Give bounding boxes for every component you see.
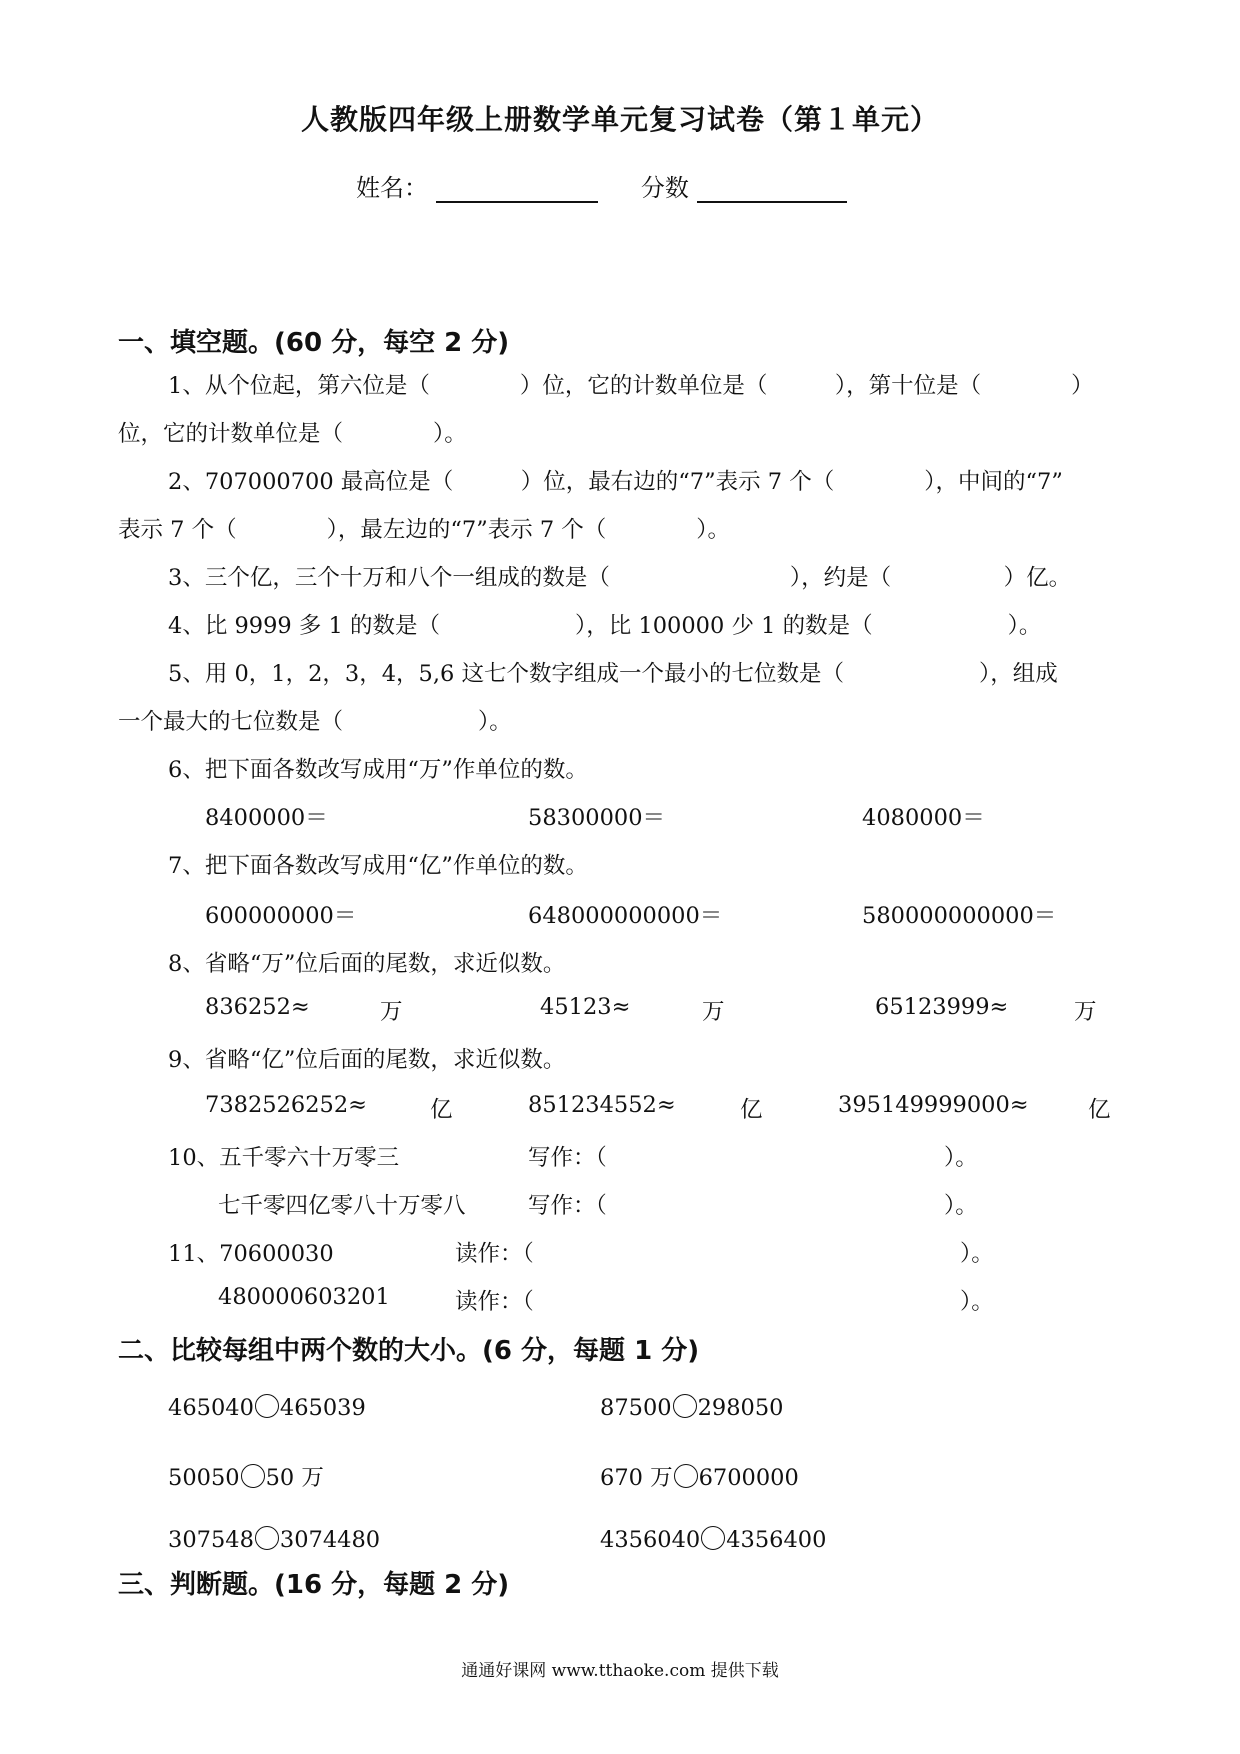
question-5-line-2: 一个最大的七位数是（ ）。 xyxy=(118,709,512,735)
question-7-item: 648000000000＝ xyxy=(528,903,723,929)
question-1-line-1: 1、从个位起，第六位是（ ）位，它的计数单位是（ ），第十位是（ ） xyxy=(168,373,1094,399)
question-9-item: 851234552≈ xyxy=(528,1092,676,1118)
compare-left: 4356040 xyxy=(600,1527,701,1553)
question-6-item: 4080000＝ xyxy=(862,805,985,831)
question-11b-close: ）。 xyxy=(960,1289,994,1315)
question-10a-number: 10、五千零六十万零三 xyxy=(168,1145,400,1171)
compare-left: 87500 xyxy=(600,1395,672,1421)
compare-pair xyxy=(168,1394,366,1421)
question-9-item: 7382526252≈ xyxy=(205,1092,368,1118)
compare-left: 465040 xyxy=(168,1395,254,1421)
question-5-line-1: 5、用 0，1，2，3，4，5,6 这七个数字组成一个最小的七位数是（ ），组成 xyxy=(168,661,1058,687)
question-6-item: 58300000＝ xyxy=(528,805,666,831)
compare-circle[interactable] xyxy=(673,1394,697,1418)
footer-note: 通通好课网 www.tthaoke.com 提供下载 xyxy=(461,1661,779,1681)
section-1-heading: 一、填空题。(60 分，每空 2 分) xyxy=(118,328,510,358)
compare-left: 307548 xyxy=(168,1527,254,1553)
question-10b-write-label: 写作：（ xyxy=(528,1193,607,1219)
section-3-heading: 三、判断题。(16 分，每题 2 分) xyxy=(118,1570,510,1600)
compare-pair xyxy=(600,1460,799,1492)
question-2-line-1: 2、707000700 最高位是（ ）位，最右边的“7”表示 7 个（ ），中间的“7” xyxy=(168,469,1063,495)
compare-right: 6700000 xyxy=(698,1465,799,1491)
question-7-item: 600000000＝ xyxy=(205,903,357,929)
question-10b-close: ）。 xyxy=(944,1193,978,1219)
question-8-item: 45123≈ xyxy=(540,994,631,1020)
name-label: 姓名： xyxy=(356,174,428,202)
compare-right: 3074480 xyxy=(279,1527,381,1553)
question-7-item: 580000000000＝ xyxy=(862,903,1057,929)
score-label: 分数 xyxy=(640,174,689,202)
question-8-unit: 万 xyxy=(380,999,403,1025)
question-8-unit: 万 xyxy=(1074,999,1097,1025)
question-6-item: 8400000＝ xyxy=(205,805,328,831)
question-8: 8、省略“万”位后面的尾数，求近似数。 xyxy=(168,951,566,977)
question-11a-read-label: 读作：（ xyxy=(455,1241,534,1267)
question-8-item: 65123999≈ xyxy=(875,994,1009,1020)
compare-pair xyxy=(168,1460,324,1492)
question-7: 7、把下面各数改写成用“亿”作单位的数。 xyxy=(168,853,588,879)
name-blank xyxy=(436,175,598,203)
score-blank xyxy=(697,175,847,203)
question-9-unit: 亿 xyxy=(740,1097,763,1123)
compare-left: 50050 xyxy=(168,1465,240,1491)
question-8-unit: 万 xyxy=(702,999,725,1025)
question-9-unit: 亿 xyxy=(430,1097,453,1123)
question-1-line-2: 位，它的计数单位是（ ）。 xyxy=(118,421,467,447)
question-11a-number: 11、70600030 xyxy=(168,1241,334,1267)
question-3: 3、三个亿，三个十万和八个一组成的数是（ ），约是（ ）亿。 xyxy=(168,565,1072,591)
compare-right: 50 万 xyxy=(265,1465,324,1491)
question-9-unit: 亿 xyxy=(1088,1097,1111,1123)
compare-pair xyxy=(600,1526,826,1553)
compare-right: 4356400 xyxy=(726,1527,827,1553)
section-2-heading: 二、比较每组中两个数的大小。(6 分，每题 1 分) xyxy=(118,1336,700,1366)
question-6: 6、把下面各数改写成用“万”作单位的数。 xyxy=(168,757,588,783)
question-9-item: 395149999000≈ xyxy=(838,1092,1029,1118)
compare-circle[interactable] xyxy=(241,1464,265,1488)
compare-circle[interactable] xyxy=(255,1394,279,1418)
question-4: 4、比 9999 多 1 的数是（ ），比 100000 少 1 的数是（ ）。 xyxy=(168,613,1042,639)
question-11b-read-label: 读作：（ xyxy=(455,1289,534,1315)
question-2-line-2: 表示 7 个（ ），最左边的“7”表示 7 个（ ）。 xyxy=(118,517,731,543)
question-8-item: 836252≈ xyxy=(205,994,310,1020)
compare-pair xyxy=(600,1394,783,1421)
compare-circle[interactable] xyxy=(255,1526,279,1550)
question-10b-number: 七千零四亿零八十万零八 xyxy=(218,1193,466,1219)
question-10a-close: ）。 xyxy=(944,1145,978,1171)
question-11b-number: 480000603201 xyxy=(218,1284,390,1310)
page-title: 人教版四年级上册数学单元复习试卷（第１单元） xyxy=(300,103,939,136)
compare-circle[interactable] xyxy=(701,1526,725,1550)
name-score-bar xyxy=(356,168,847,203)
compare-pair xyxy=(168,1526,380,1553)
compare-left: 670 万 xyxy=(600,1465,673,1491)
question-9: 9、省略“亿”位后面的尾数，求近似数。 xyxy=(168,1047,566,1073)
compare-right: 298050 xyxy=(697,1395,784,1421)
compare-circle[interactable] xyxy=(674,1464,698,1488)
question-11a-close: ）。 xyxy=(960,1241,994,1267)
question-10a-write-label: 写作：（ xyxy=(528,1145,607,1171)
compare-right: 465039 xyxy=(279,1395,366,1421)
